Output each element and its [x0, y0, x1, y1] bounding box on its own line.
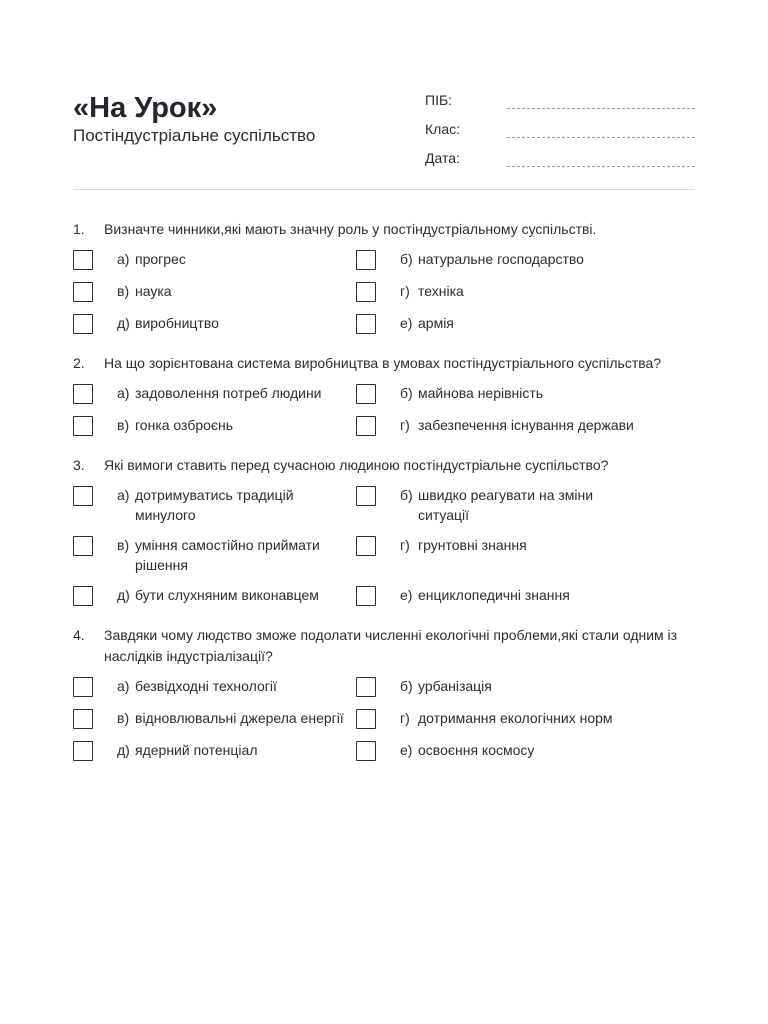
option[interactable]: [73, 485, 356, 525]
options: [73, 676, 695, 762]
option-letter: е): [400, 742, 413, 758]
question-label: Визначте чинники,які мають значну роль у постіндустріальному суспільстві.: [104, 221, 597, 237]
option-letter: б): [400, 385, 413, 401]
checkbox[interactable]: [73, 709, 93, 729]
option[interactable]: [356, 708, 639, 730]
checkbox[interactable]: [73, 741, 93, 761]
option[interactable]: [356, 415, 639, 437]
date-field[interactable]: [425, 148, 695, 177]
option-text: задоволення потреб людини: [135, 385, 322, 401]
option-text: урбанізація: [418, 678, 492, 694]
checkbox[interactable]: [73, 486, 93, 506]
checkbox[interactable]: [356, 486, 376, 506]
name-field[interactable]: [425, 90, 695, 119]
option-text: наука: [135, 283, 172, 299]
option-letter: б): [400, 251, 413, 267]
question-list: [73, 219, 695, 780]
option-letter: е): [400, 315, 413, 331]
name-line[interactable]: [507, 108, 695, 109]
option-text: бути слухняним виконавцем: [135, 587, 319, 603]
brand-title: «На Урок»: [73, 92, 218, 124]
checkbox[interactable]: [356, 416, 376, 436]
option[interactable]: [73, 740, 356, 762]
question-2: [73, 353, 695, 437]
checkbox[interactable]: [356, 250, 376, 270]
name-label: ПІБ:: [425, 92, 453, 108]
option-letter: в): [117, 417, 130, 433]
checkbox[interactable]: [356, 586, 376, 606]
option[interactable]: [356, 313, 639, 335]
option-letter: а): [117, 385, 130, 401]
checkbox[interactable]: [73, 250, 93, 270]
checkbox[interactable]: [73, 282, 93, 302]
subject-title: Постіндустріальне суспільство: [73, 126, 316, 145]
option[interactable]: [73, 535, 356, 575]
question-number: 4.: [73, 627, 85, 643]
option[interactable]: [73, 313, 356, 335]
question-number: 2.: [73, 355, 85, 371]
option[interactable]: [73, 708, 356, 730]
question-4: [73, 625, 695, 762]
option-text: виробництво: [135, 315, 219, 331]
option-text: ядерний потенціал: [135, 742, 258, 758]
option-letter: б): [400, 678, 413, 694]
question-text: [73, 455, 695, 476]
option-text: армія: [418, 315, 454, 331]
option-text: уміння самостійно приймати рішення: [135, 537, 320, 573]
date-label: Дата:: [425, 150, 460, 166]
option-text: енциклопедичні знання: [418, 587, 570, 603]
option-text: відновлювальні джерела енергії: [135, 710, 344, 726]
checkbox[interactable]: [356, 384, 376, 404]
checkbox[interactable]: [356, 314, 376, 334]
question-number: 1.: [73, 221, 85, 237]
option[interactable]: [356, 676, 639, 698]
option[interactable]: [356, 585, 639, 607]
question-text: [73, 219, 695, 240]
option-text: безвідходні технології: [135, 678, 277, 694]
class-label: Клас:: [425, 121, 460, 137]
option[interactable]: [356, 249, 639, 271]
option-letter: а): [117, 487, 130, 503]
checkbox[interactable]: [73, 677, 93, 697]
question-3: [73, 455, 695, 607]
option-letter: в): [117, 283, 130, 299]
option-text: гонка озброєнь: [135, 417, 234, 433]
option[interactable]: [356, 740, 639, 762]
option-letter: д): [117, 742, 130, 758]
option[interactable]: [356, 383, 639, 405]
option-text: прогрес: [135, 251, 186, 267]
options: [73, 249, 695, 335]
option-text: натуральне господарство: [418, 251, 584, 267]
option-text: забезпечення існування держави: [418, 417, 634, 433]
checkbox[interactable]: [356, 709, 376, 729]
question-label: Які вимоги ставить перед сучасною людиною постіндустріальне суспільство?: [104, 457, 609, 473]
option[interactable]: [73, 415, 356, 437]
class-line[interactable]: [507, 137, 695, 138]
option-letter: в): [117, 537, 130, 553]
option-letter: г): [400, 283, 410, 299]
checkbox[interactable]: [73, 586, 93, 606]
option-letter: г): [400, 537, 410, 553]
question-text: [73, 353, 695, 374]
checkbox[interactable]: [73, 416, 93, 436]
option-text: освоєння космосу: [418, 742, 535, 758]
option-text: дотримання екологічних норм: [418, 710, 613, 726]
option-text: техніка: [418, 283, 464, 299]
question-label: Завдяки чому людство зможе подолати численні екологічні проблеми,які стали одним із наслідків індустріалізації?: [104, 627, 678, 664]
option-text: дотримуватись традицій минулого: [135, 487, 294, 523]
header-divider: [73, 189, 695, 190]
options: [73, 383, 695, 437]
checkbox[interactable]: [356, 677, 376, 697]
option-letter: д): [117, 315, 130, 331]
option-text: швидко реагувати на зміни ситуації: [418, 487, 594, 523]
option[interactable]: [73, 676, 356, 698]
student-info: [425, 90, 695, 177]
option[interactable]: [356, 535, 639, 575]
option[interactable]: [356, 281, 639, 303]
question-label: На що зорієнтована система виробництва в умовах постіндустріального суспільства?: [104, 355, 662, 371]
option-letter: е): [400, 587, 413, 603]
checkbox[interactable]: [73, 314, 93, 334]
question-1: [73, 219, 695, 335]
option[interactable]: [73, 249, 356, 271]
option[interactable]: [73, 585, 356, 607]
option-letter: а): [117, 251, 130, 267]
option-text: майнова нерівність: [418, 385, 544, 401]
date-line[interactable]: [507, 166, 695, 167]
option-letter: в): [117, 710, 130, 726]
option-text: грунтовні знання: [418, 537, 527, 553]
option[interactable]: [73, 281, 356, 303]
option-letter: г): [400, 710, 410, 726]
checkbox[interactable]: [73, 536, 93, 556]
option-letter: д): [117, 587, 130, 603]
checkbox[interactable]: [356, 536, 376, 556]
checkbox[interactable]: [73, 384, 93, 404]
option-letter: б): [400, 487, 413, 503]
option[interactable]: [356, 485, 639, 525]
question-number: 3.: [73, 457, 85, 473]
options: [73, 485, 695, 607]
option-letter: а): [117, 678, 130, 694]
class-field[interactable]: [425, 119, 695, 148]
option[interactable]: [73, 383, 356, 405]
checkbox[interactable]: [356, 741, 376, 761]
checkbox[interactable]: [356, 282, 376, 302]
question-text: [73, 625, 695, 667]
option-letter: г): [400, 417, 410, 433]
